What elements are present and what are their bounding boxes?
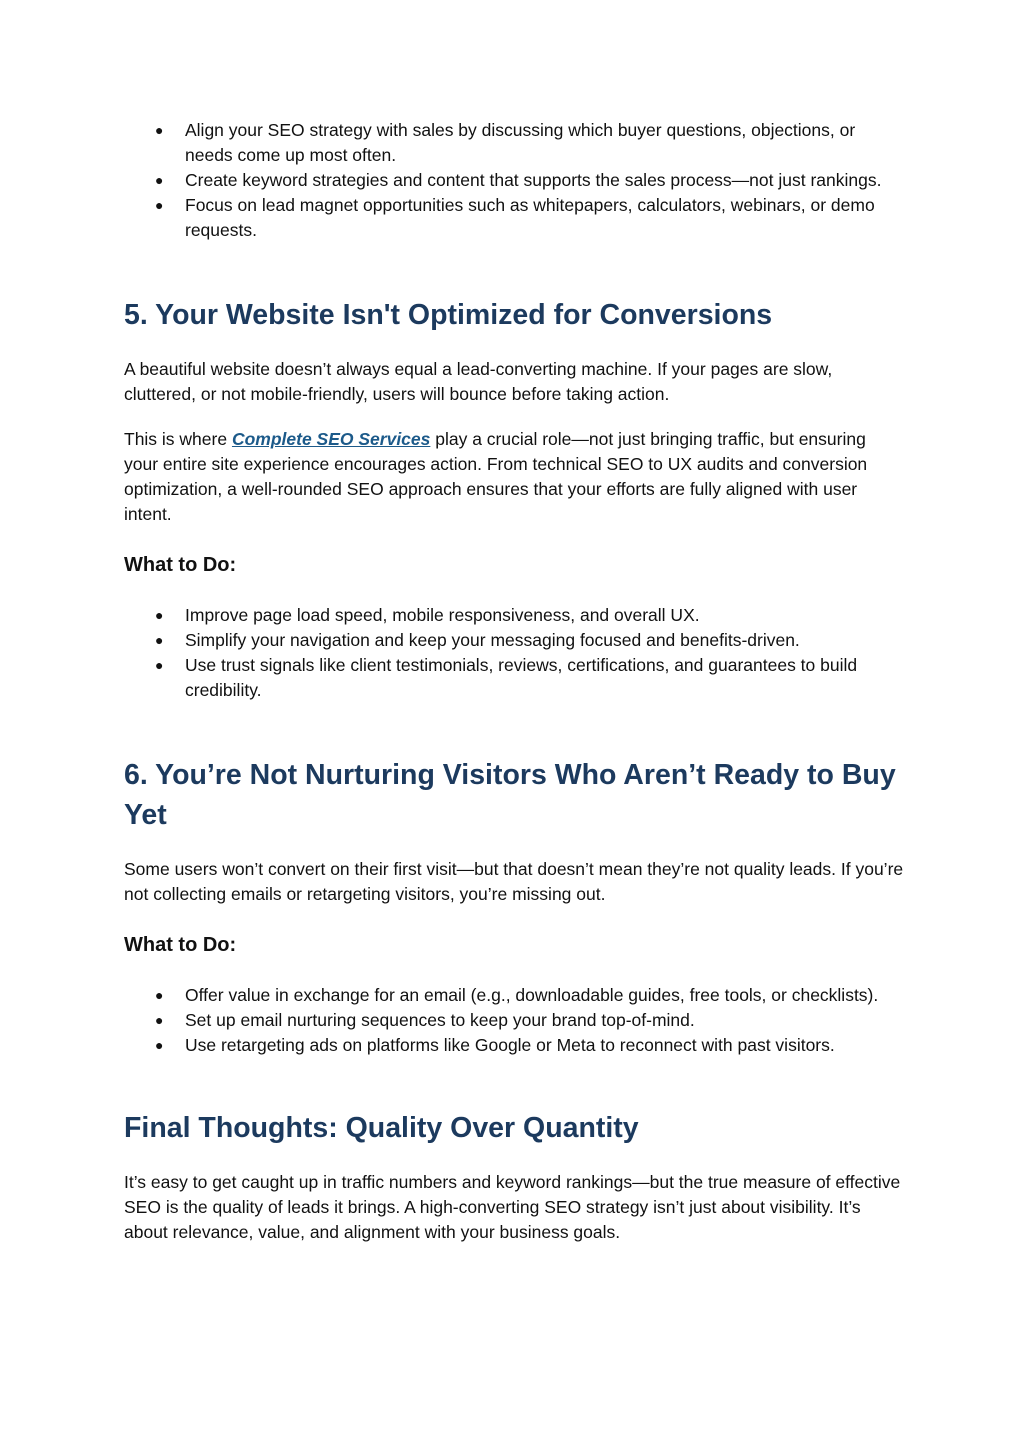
paragraph-text: This is where: [124, 429, 232, 449]
section-5-bullet-list: [124, 603, 904, 703]
list-item: ● Focus on lead magnet opportunities such as whitepapers, calculators, webinars, or demo requests.: [124, 193, 904, 243]
section-6-paragraph-1: Some users won’t convert on their first visit—but that doesn’t mean they’re not quality leads. If you’re not collecting emails or retargeting visitors, you’re missing out.: [124, 859, 904, 904]
list-item: ● Offer value in exchange for an email (e.g., downloadable guides, free tools, or checklists).: [124, 983, 904, 1008]
section-6-heading: 6. You’re Not Nurturing Visitors Who Aren’t Ready to Buy Yet: [124, 759, 896, 831]
intro-bullet-list: [124, 118, 904, 243]
list-item: ● Use trust signals like client testimonials, reviews, certifications, and guarantees to build credibility.: [124, 653, 904, 703]
section-5-subheading: What to Do:: [124, 554, 237, 576]
list-item: ● Improve page load speed, mobile responsiveness, and overall UX.: [124, 603, 904, 628]
section-5-paragraph-2: [124, 427, 904, 527]
final-thoughts-paragraph: It’s easy to get caught up in traffic numbers and keyword rankings—but the true measure of effective SEO is the quality of leads it brings. A high-converting SEO strategy isn’t just about visibility. It’s about relevance, value, and alignment with your business goals.: [124, 1172, 901, 1242]
paragraph-text: play a crucial role—not just bringing traffic, but ensuring your entire site experience encourages action. From technical SEO to UX audits and conversion optimization, a well-rounded SEO approach ensures that your efforts are fully aligned with user intent.: [124, 429, 868, 524]
section-6-subheading: What to Do:: [124, 934, 237, 956]
final-thoughts-heading: Final Thoughts: Quality Over Quantity: [124, 1112, 639, 1144]
document-page: [124, 118, 904, 1245]
list-item: ● Set up email nurturing sequences to keep your brand top-of-mind.: [124, 1008, 904, 1033]
complete-seo-services-link[interactable]: Complete SEO Services: [231, 429, 431, 449]
list-item: ● Create keyword strategies and content that supports the sales process—not just rankings.: [124, 168, 904, 193]
section-6-bullet-list: [124, 983, 904, 1058]
list-item: ● Simplify your navigation and keep your messaging focused and benefits-driven.: [124, 628, 904, 653]
section-5-heading: 5. Your Website Isn't Optimized for Conversions: [124, 299, 773, 331]
list-item: ● Use retargeting ads on platforms like Google or Meta to reconnect with past visitors.: [124, 1033, 904, 1058]
section-5-paragraph-1: A beautiful website doesn’t always equal a lead-converting machine. If your pages are slow, cluttered, or not mobile-friendly, users will bounce before taking action.: [124, 359, 833, 404]
list-item: ● Align your SEO strategy with sales by discussing which buyer questions, objections, or needs come up most often.: [124, 118, 904, 168]
